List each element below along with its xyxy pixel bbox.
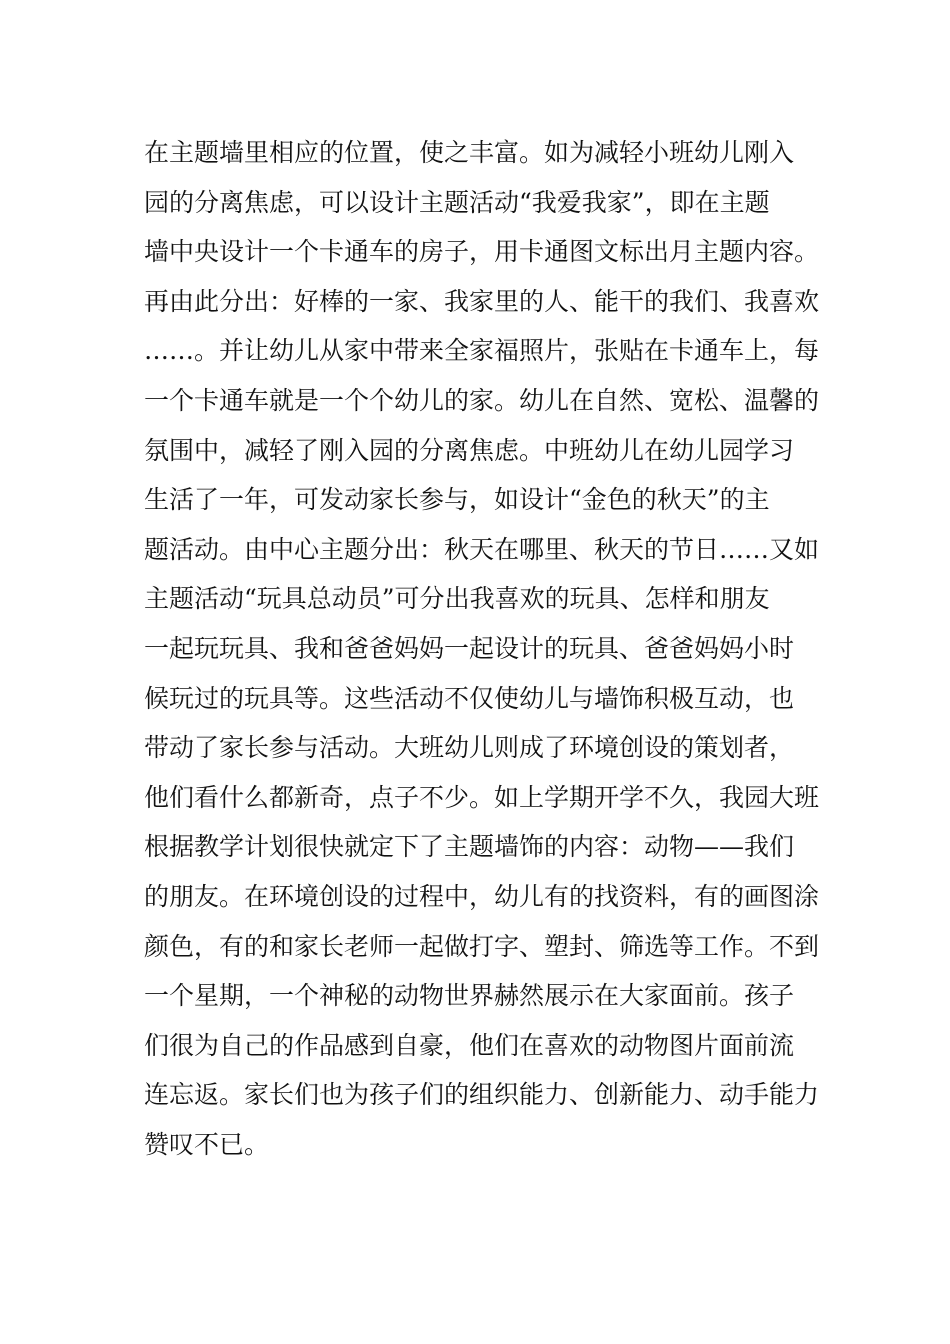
text-line: 一个星期，一个神秘的动物世界赫然展示在大家面前。孩子 (144, 981, 795, 1011)
text-line: 再由此分出：好棒的一家、我家里的人、能干的我们、我喜欢 (144, 286, 820, 316)
text-line: 颜色，有的和家长老师一起做打字、塑封、筛选等工作。不到 (144, 931, 820, 961)
text-line: 连忘返。家长们也为孩子们的组织能力、创新能力、动手能力 (144, 1080, 820, 1110)
text-line: 带动了家长参与活动。大班幼儿则成了环境创设的策划者， (144, 733, 795, 763)
text-line: 他们看什么都新奇，点子不少。如上学期开学不久，我园大班 (144, 782, 820, 812)
text-line: 园的分离焦虑，可以设计主题活动“我爱我家”，即在主题 (144, 187, 770, 217)
text-line: 墙中央设计一个卡通车的房子，用卡通图文标出月主题内容。 (144, 237, 820, 267)
text-line: 生活了一年，可发动家长参与，如设计“金色的秋天”的主 (144, 485, 770, 515)
body-paragraph (144, 128, 824, 1169)
text-line: 根据教学计划很快就定下了主题墙饰的内容：动物——我们 (144, 832, 795, 862)
text-line: 题活动。由中心主题分出：秋天在哪里、秋天的节日……又如 (144, 534, 820, 564)
text-line: 的朋友。在环境创设的过程中，幼儿有的找资料，有的画图涂 (144, 881, 820, 911)
text-line: ……。并让幼儿从家中带来全家福照片，张贴在卡通车上，每 (144, 336, 820, 366)
text-line: 一个卡通车就是一个个幼儿的家。幼儿在自然、宽松、温馨的 (144, 385, 820, 415)
text-line: 候玩过的玩具等。这些活动不仅使幼儿与墙饰积极互动，也 (144, 683, 795, 713)
text-line: 在主题墙里相应的位置，使之丰富。如为减轻小班幼儿刚入 (144, 138, 795, 167)
text-line: 一起玩玩具、我和爸爸妈妈一起设计的玩具、爸爸妈妈小时 (144, 633, 795, 663)
text-line: 主题活动“玩具总动员”可分出我喜欢的玩具、怎样和朋友 (144, 584, 770, 614)
text-line: 们很为自己的作品感到自豪，他们在喜欢的动物图片面前流 (144, 1030, 795, 1060)
text-line: 赞叹不已。 (144, 1129, 270, 1159)
text-line: 氛围中，减轻了刚入园的分离焦虑。中班幼儿在幼儿园学习 (144, 435, 795, 465)
